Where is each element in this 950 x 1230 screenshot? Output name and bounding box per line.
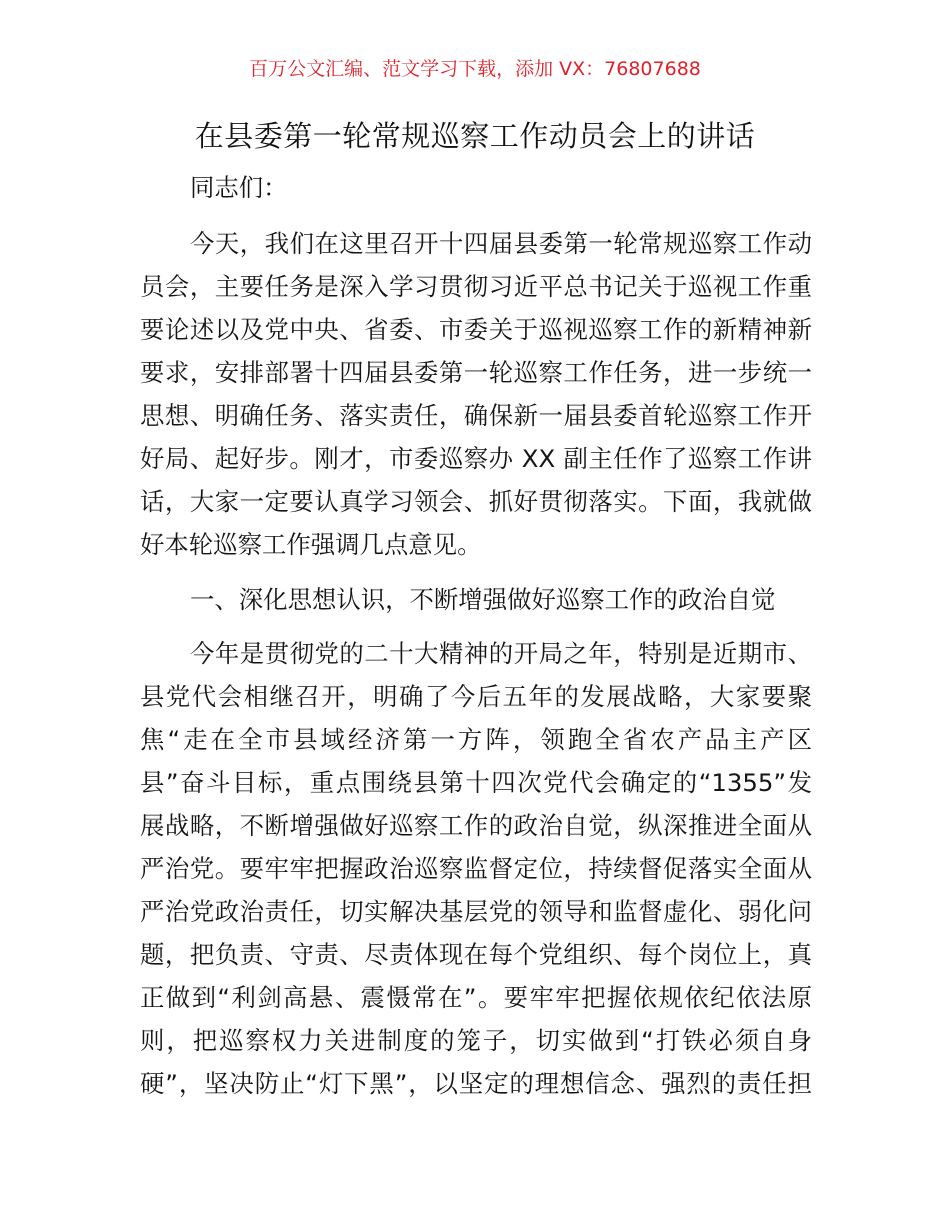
paragraph-2-line-6: 严治党。要牢牢把握政治巡察监督定位，持续督促落实全面从 <box>140 854 812 883</box>
paragraph-1-line-5: 思想、明确任务、落实责任，确保新一届县委首轮巡察工作开 <box>140 401 812 430</box>
document-title: 在县委第一轮常规巡察工作动员会上的讲话 <box>194 119 756 153</box>
paragraph-2-line-4: 县”奋斗目标，重点围绕县第十四次党代会确定的“1355”发 <box>140 768 812 797</box>
section-heading-1: 一、深化思想认识，不断增强做好巡察工作的政治自觉 <box>190 585 776 614</box>
paragraph-1-line-4: 要求，安排部署十四届县委第一轮巡察工作任务，进一步统一 <box>140 358 812 387</box>
paragraph-2-line-9: 正做到“利剑高悬、震慑常在”。要牢牢把握依规依纪依法原 <box>140 983 812 1012</box>
paragraph-2-line-11: 硬”，坚决防止“灯下黑”，以坚定的理想信念、强烈的责任担 <box>140 1069 812 1098</box>
paragraph-2-line-8: 题，把负责、守责、尽责体现在每个党组织、每个岗位上，真 <box>140 940 812 969</box>
paragraph-2-line-3: 焦“走在全市县域经济第一方阵，领跑全省农产品主产区 <box>140 725 812 754</box>
watermark-banner: 百万公文汇编、范文学习下载，添加 VX：76807688 <box>249 58 701 80</box>
paragraph-1-line-8: 好本轮巡察工作强调几点意见。 <box>140 530 482 559</box>
paragraph-1-line-6: 好局、起好步。刚才，市委巡察办 XX 副主任作了巡察工作讲 <box>140 444 812 473</box>
paragraph-1-line-2: 员会，主要任务是深入学习贯彻习近平总书记关于巡视工作重 <box>140 272 812 301</box>
salutation: 同志们： <box>190 173 288 202</box>
paragraph-2-line-10: 则，把巡察权力关进制度的笼子，切实做到“打铁必须自身 <box>140 1026 812 1055</box>
paragraph-2-line-1: 今年是贯彻党的二十大精神的开局之年，特别是近期市、 <box>190 639 812 668</box>
paragraph-2-line-7: 严治党政治责任，切实解决基层党的领导和监督虚化、弱化问 <box>140 897 812 926</box>
paragraph-2-line-5: 展战略，不断增强做好巡察工作的政治自觉，纵深推进全面从 <box>140 811 812 840</box>
paragraph-1-line-1: 今天，我们在这里召开十四届县委第一轮常规巡察工作动 <box>190 229 812 258</box>
paragraph-1-line-3: 要论述以及党中央、省委、市委关于巡视巡察工作的新精神新 <box>140 315 812 344</box>
paragraph-2-line-2: 县党代会相继召开，明确了今后五年的发展战略，大家要聚 <box>140 682 812 711</box>
paragraph-1-line-7: 话，大家一定要认真学习领会、抓好贯彻落实。下面，我就做 <box>140 487 812 516</box>
